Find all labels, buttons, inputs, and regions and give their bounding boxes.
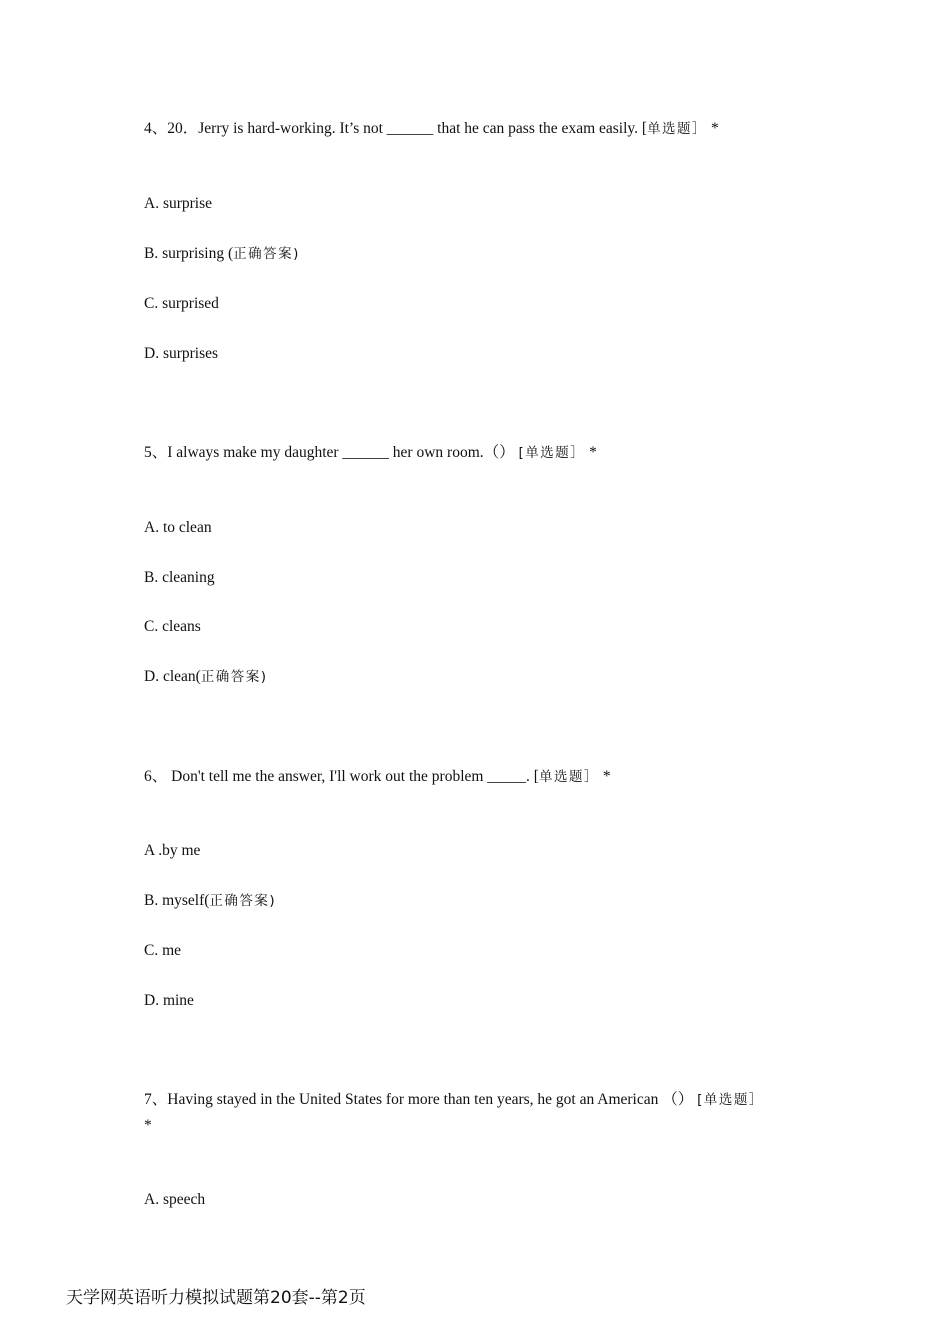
question-5-stem [144, 443, 597, 463]
option-label: A. surprise [144, 195, 213, 212]
option-label: C. surprised [144, 295, 219, 312]
question-7-type-tag: [单选题］ [697, 1092, 764, 1108]
question-6-stem [144, 767, 611, 787]
footer-text: 天学网英语听力模拟试题第20套--第2页 [66, 1288, 366, 1308]
question-4-option-c [144, 294, 219, 314]
question-5-required-mark: * [589, 444, 597, 461]
option-label: C. me [144, 942, 182, 959]
question-7-option-a [144, 1190, 205, 1210]
option-label: A .by me [144, 842, 201, 859]
question-5-option-c [144, 617, 201, 637]
question-5-option-b [144, 568, 215, 588]
option-label: A. to clean [144, 519, 212, 536]
question-4-option-d [144, 344, 218, 364]
option-label: D. clean( [144, 668, 201, 685]
option-label: D. mine [144, 992, 194, 1009]
question-5-text: 5、I always make my daughter ______ her own room.（） [144, 444, 515, 461]
question-6-required-mark: * [602, 768, 611, 785]
option-label: B. cleaning [144, 569, 215, 586]
question-7-stem [144, 1090, 764, 1110]
question-7-required-mark: * [144, 1117, 152, 1134]
correct-answer-note: 正确答案) [200, 669, 268, 685]
page-footer [66, 1287, 366, 1309]
question-6-option-b [144, 891, 276, 911]
question-6-option-a [144, 841, 200, 861]
option-label: B. surprising ( [144, 245, 234, 262]
correct-answer-note: 正确答案) [209, 893, 277, 909]
option-label: A. speech [144, 1191, 206, 1208]
question-4-type-tag: 单选题］ [647, 121, 708, 137]
question-6-option-d [144, 991, 194, 1011]
correct-answer-note: 正确答案) [233, 246, 300, 262]
question-4-text: 4、20．Jerry is hard-working. It’s not ______ that he can pass the exam easily. [ [144, 120, 648, 137]
option-label: D. surprises [144, 345, 219, 362]
question-5-option-a [144, 518, 212, 538]
question-5-option-d [144, 667, 268, 687]
question-5-type-tag: [单选题］ [518, 445, 586, 461]
question-6-type-tag: 单选题］ [538, 769, 599, 785]
question-6-text: 6、 Don't tell me the answer, I'll work out the problem _____. [ [144, 768, 539, 785]
option-label: B. myself( [144, 892, 210, 909]
question-6-option-c [144, 941, 181, 961]
question-4-required-mark: * [710, 120, 719, 137]
question-4-option-b [144, 244, 300, 264]
option-label: C. cleans [144, 618, 201, 635]
question-4-option-a [144, 194, 212, 214]
question-7-text: 7、Having stayed in the United States for more than ten years, he got an American （） [144, 1091, 694, 1108]
question-4-stem [144, 119, 719, 139]
question-7-required-line [144, 1116, 152, 1136]
